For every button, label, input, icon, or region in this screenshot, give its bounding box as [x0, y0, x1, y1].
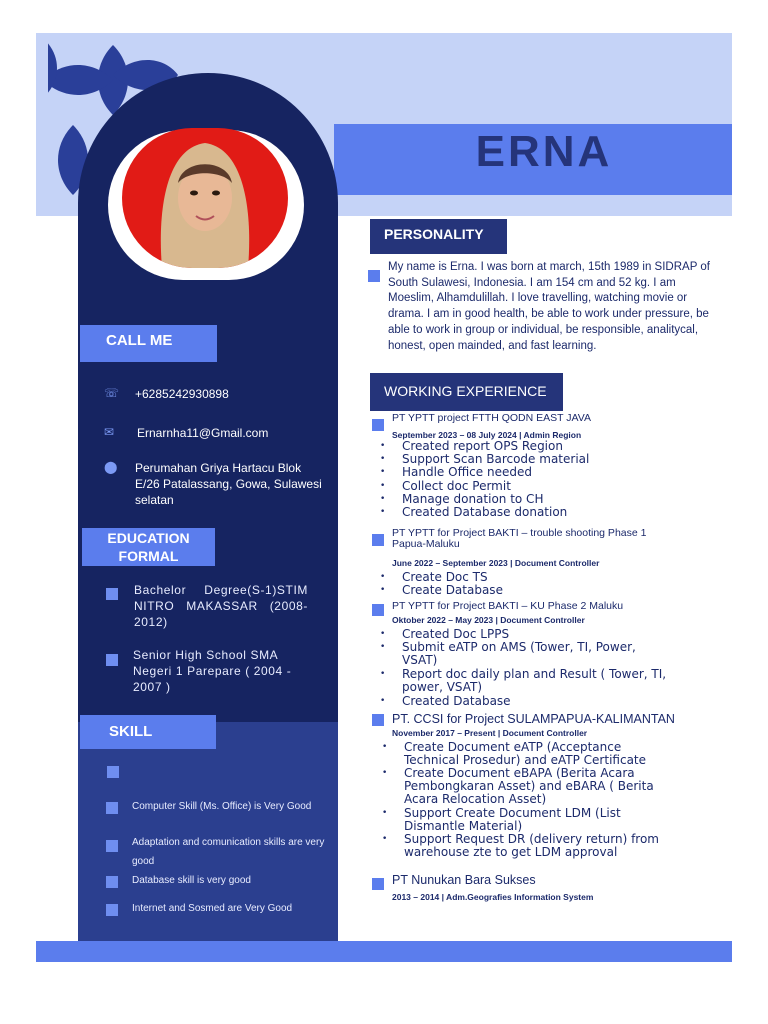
- bullet-dot-icon: •: [382, 742, 388, 752]
- email-address[interactable]: Ernarnha11@Gmail.com: [137, 426, 269, 440]
- bullet-dot-icon: •: [382, 768, 388, 778]
- education-heading-line2: FORMAL: [118, 548, 179, 564]
- skill-text: Computer Skill (Ms. Office) is Very Good: [132, 801, 312, 812]
- duty-text: Create Document eBAPA (Berita Acara Pembongkaran Asset) and eBARA ( Berita Acara Relocation Asset): [404, 766, 654, 807]
- job-period: 2013 – 2014 | Adm.Geografies Information System: [392, 892, 594, 902]
- bullet-square-icon: [107, 766, 119, 778]
- duty-text: Create Document eATP (Acceptance Technical Prosedur) and eATP Certificate: [404, 740, 647, 768]
- education-text: Bachelor Degree(S-1)STIM NITRO MAKASSAR (2008-2012): [134, 583, 308, 629]
- duty-text: Create Database: [402, 583, 503, 597]
- personality-heading: PERSONALITY: [370, 219, 507, 254]
- duty-text: Submit eATP on AMS (Tower, TI, Power, VSAT): [402, 640, 636, 668]
- profile-photo: [122, 128, 288, 268]
- personality-text: My name is Erna. I was born at march, 15th 1989 in SIDRAP of South Sulawesi, Indonesia. I am 154 cm and 52 kg. I am Moeslim, Alhamdulillah. I love travelling, watching movie or drama. I am in good health, be able to work under pressure, be able to work in group or individual, be responsible, analitycal, honest, open mainded, and fast learning.: [388, 261, 710, 352]
- bullet-dot-icon: •: [380, 494, 386, 504]
- job-title: PT YPTT for Project BAKTI – KU Phase 2 Maluku: [392, 600, 624, 612]
- job-period: November 2017 – Present | Document Controller: [392, 728, 588, 738]
- duty-text: Support Create Document LDM (List Dismantle Material): [404, 806, 621, 834]
- skill-text: Adaptation and comunication skills are very good: [132, 837, 325, 867]
- bullet-square-icon: [372, 534, 384, 546]
- job-period: Oktober 2022 – May 2023 | Document Controller: [392, 615, 585, 625]
- duty-text: Create Doc TS: [402, 570, 488, 584]
- bullet-square-icon: [368, 270, 380, 282]
- address-text: Perumahan Griya Hartacu Blok E/26 Patalassang, Gowa, Sulawesi selatan: [135, 461, 322, 507]
- job-period: June 2022 – September 2023 | Document Controller: [392, 558, 600, 568]
- bullet-dot-icon: •: [380, 629, 386, 639]
- job-period: September 2023 – 08 July 2024 | Admin Region: [392, 430, 582, 440]
- location-pin-icon: ⬤: [104, 460, 118, 474]
- job-title: PT. CCSI for Project SULAMPAPUA-KALIMANTAN: [392, 712, 675, 726]
- bullet-dot-icon: •: [380, 507, 386, 517]
- duty-text: Created Database: [402, 694, 511, 708]
- bullet-dot-icon: •: [380, 441, 386, 451]
- job-title: PT YPTT for Project BAKTI – trouble shooting Phase 1 Papua-Maluku: [392, 527, 647, 550]
- bullet-square-icon: [372, 878, 384, 890]
- bullet-dot-icon: •: [382, 808, 388, 818]
- duty-text: Report doc daily plan and Result ( Tower, TI, power, VSAT): [402, 667, 667, 695]
- working-experience-heading: WORKING EXPERIENCE: [370, 373, 563, 411]
- person-portrait-icon: [122, 128, 288, 268]
- bullet-dot-icon: •: [380, 572, 386, 582]
- bullet-dot-icon: •: [380, 585, 386, 595]
- skill-heading: SKILL: [80, 715, 216, 749]
- resume-name: ERNA: [475, 127, 613, 176]
- phone-icon: ☏: [104, 386, 120, 400]
- bullet-square-icon: [106, 588, 118, 600]
- duty-text: Support Request DR (delivery return) from warehouse zte to get LDM approval: [404, 832, 659, 860]
- education-heading-line1: EDUCATION: [107, 530, 190, 546]
- bullet-dot-icon: •: [380, 481, 386, 491]
- job-title: PT YPTT project FTTH QODN EAST JAVA: [392, 412, 591, 424]
- bullet-dot-icon: •: [380, 642, 386, 652]
- duty-text: Handle Office needed: [402, 465, 532, 479]
- bullet-square-icon: [106, 840, 118, 852]
- education-heading: [82, 528, 215, 566]
- duty-text: Created Database donation: [402, 505, 568, 519]
- skill-text: Internet and Sosmed are Very Good: [132, 903, 293, 914]
- bullet-square-icon: [372, 419, 384, 431]
- bullet-square-icon: [106, 876, 118, 888]
- duty-text: Created report OPS Region: [402, 439, 563, 453]
- footer-bar: [36, 941, 732, 962]
- skill-text: Database skill is very good: [132, 875, 251, 886]
- mail-icon: ✉: [104, 425, 115, 439]
- education-text: Senior High School SMA Negeri 1 Parepare ( 2004 - 2007 ): [133, 648, 292, 694]
- bullet-dot-icon: •: [382, 834, 388, 844]
- bullet-square-icon: [372, 714, 384, 726]
- bullet-dot-icon: •: [380, 669, 386, 679]
- duty-text: Created Doc LPPS: [402, 627, 510, 641]
- bullet-square-icon: [106, 654, 118, 666]
- phone-number[interactable]: +6285242930898: [135, 387, 229, 401]
- duty-text: Support Scan Barcode material: [402, 452, 590, 466]
- bullet-dot-icon: •: [380, 696, 386, 706]
- job-title: PT Nunukan Bara Sukses: [392, 873, 536, 887]
- duty-text: Manage donation to CH: [402, 492, 544, 506]
- bullet-square-icon: [372, 604, 384, 616]
- bullet-square-icon: [106, 904, 118, 916]
- bullet-dot-icon: •: [380, 454, 386, 464]
- bullet-square-icon: [106, 802, 118, 814]
- call-me-heading: CALL ME: [80, 325, 217, 362]
- duty-text: Collect doc Permit: [402, 479, 511, 493]
- bullet-dot-icon: •: [380, 467, 386, 477]
